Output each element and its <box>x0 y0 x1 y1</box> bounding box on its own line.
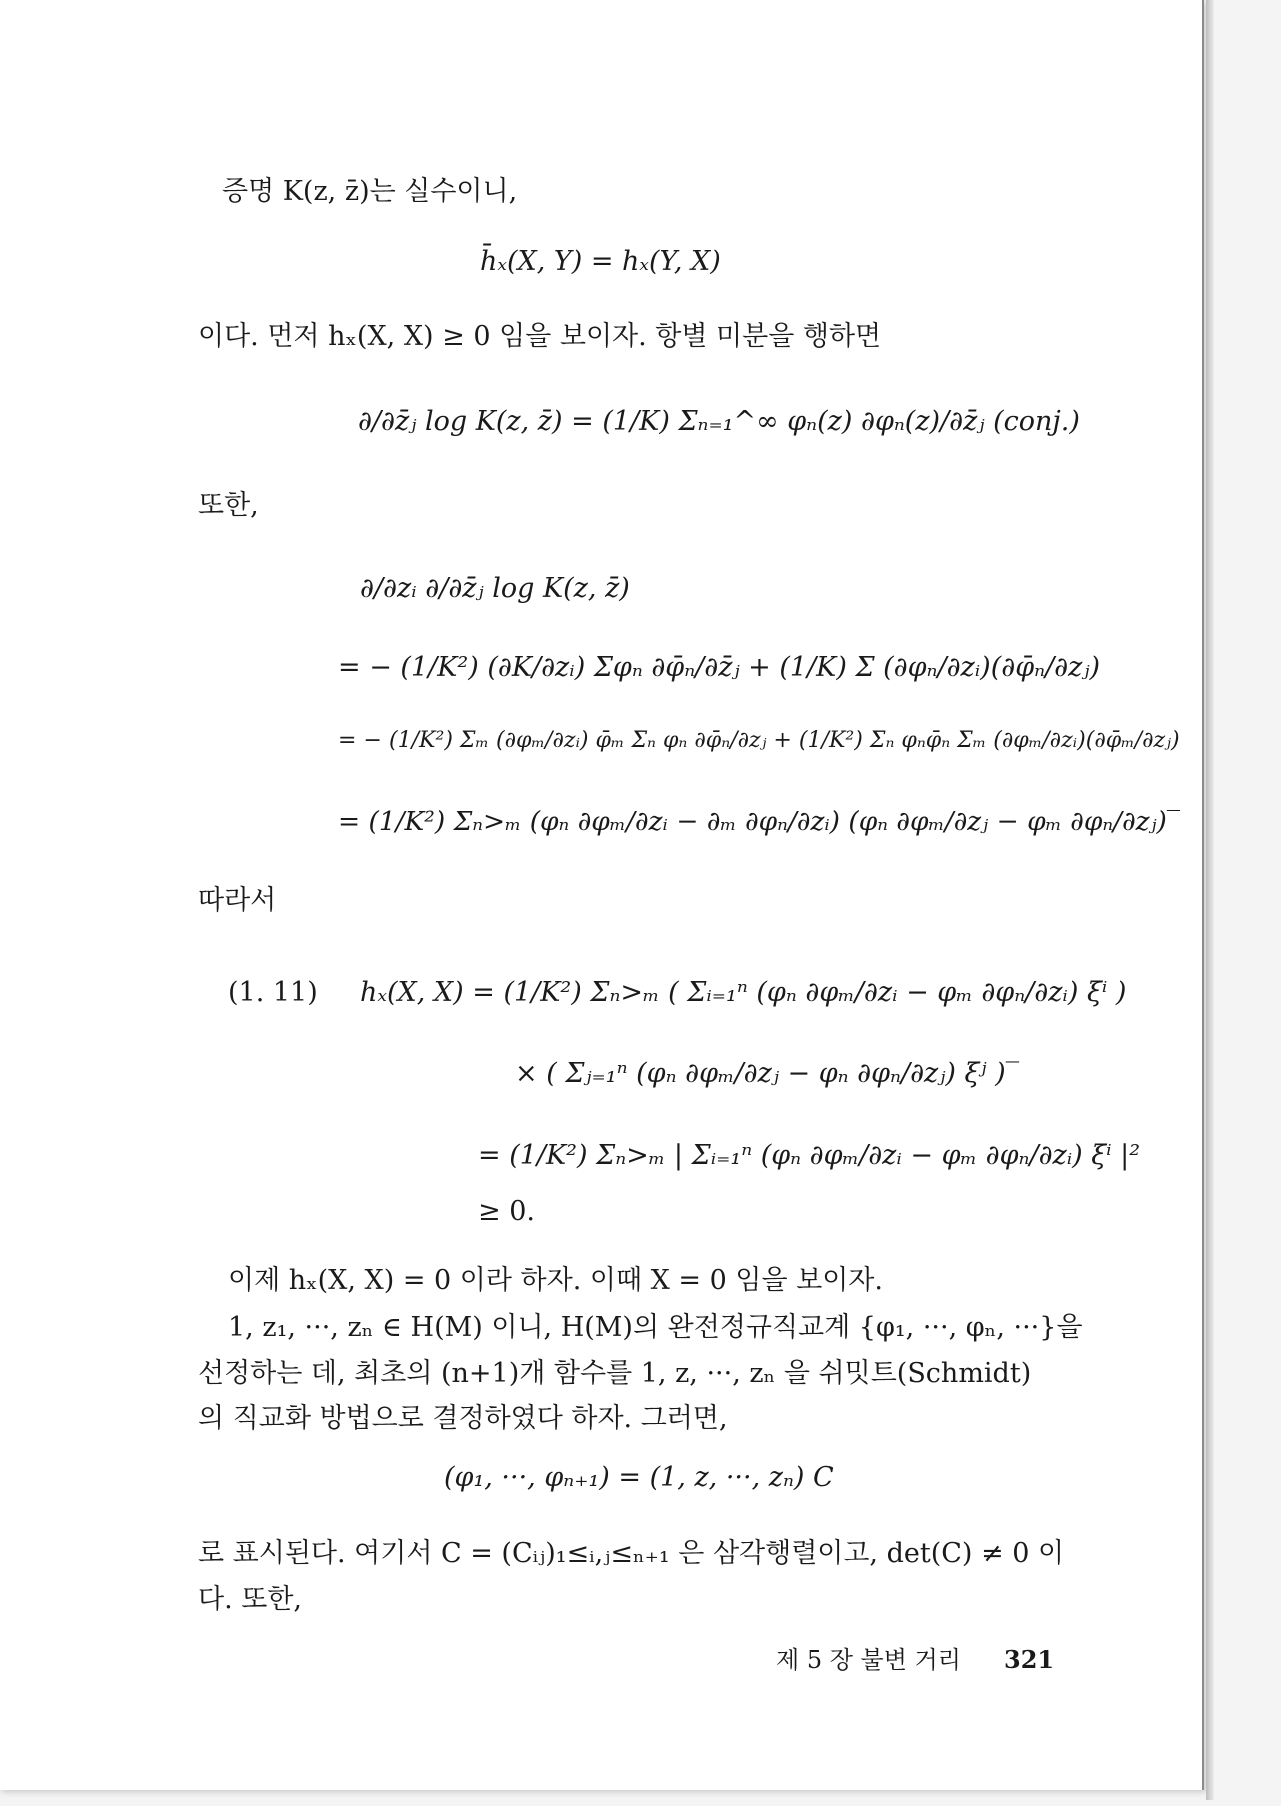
page-edge <box>1206 0 1214 1800</box>
hermitian-form-line-2: × ( Σⱼ₌₁ⁿ (φₙ ∂φₘ/∂zⱼ − φₙ ∂φₙ/∂zⱼ) ξʲ )‾ <box>515 1058 1020 1089</box>
paragraph-basis-1: 1, z₁, ···, zₙ ∈ H(M) 이니, H(M)의 완전정규직교계 {φ₁, ···, φₙ, ···}을 <box>228 1312 1083 1343</box>
also-text: 또한, <box>198 490 259 521</box>
proof-heading: 증명 K(z, z̄)는 실수이니, <box>222 176 518 207</box>
chapter-title: 제 5 장 불변 거리 <box>776 1646 961 1674</box>
log-derivative-equation: ∂/∂z̄ⱼ log K(z, z̄) = (1/K) Σₙ₌₁^∞ φₙ(z) ∂φₙ(z)/∂z̄ⱼ (conj.) <box>358 406 1080 437</box>
hermitian-form-line-1: hₓ(X, X) = (1/K²) Σₙ>ₘ ( Σᵢ₌₁ⁿ (φₙ ∂φₘ/∂zᵢ − φₘ ∂φₙ/∂zᵢ) ξⁱ ) <box>360 977 1127 1008</box>
paragraph-basis-3: 의 직교화 방법으로 결정하였다 하자. 그러면, <box>198 1403 728 1434</box>
paragraph-triangular-1: 로 표시된다. 여기서 C = (Cᵢⱼ)₁≤ᵢ,ⱼ≤ₙ₊₁ 은 삼각행렬이고, det(C) ≠ 0 이 <box>198 1538 1065 1569</box>
second-derivative-line-2: = − (1/K²) Σₘ (∂φₘ/∂zᵢ) φ̄ₘ Σₙ φₙ ∂φ̄ₙ/∂zⱼ + (1/K²) Σₙ φₙφ̄ₙ Σₘ (∂φₘ/∂zᵢ)(∂φ̄ₘ/∂zⱼ) <box>338 728 1180 753</box>
equation-tag: (1. 11) <box>228 977 318 1008</box>
paragraph-triangular-2: 다. 또한, <box>198 1584 302 1615</box>
paragraph-first: 이다. 먼저 hₓ(X, X) ≥ 0 임을 보이자. 항별 미분을 행하면 <box>198 321 882 352</box>
page-number: 321 <box>1004 1645 1055 1674</box>
paragraph-basis-2: 선정하는 데, 최초의 (n+1)개 함수를 1, z, ···, zₙ 을 쉬밋트(Schmidt) <box>198 1358 1032 1389</box>
second-derivative-head: ∂/∂zᵢ ∂/∂z̄ⱼ log K(z, z̄) <box>360 573 630 604</box>
conjugate-equation: h̄ₓ(X, Y) = hₓ(Y, X) <box>480 246 721 277</box>
hermitian-form-line-3: = (1/K²) Σₙ>ₘ | Σᵢ₌₁ⁿ (φₙ ∂φₘ/∂zᵢ − φₘ ∂φₙ/∂zᵢ) ξⁱ |² <box>478 1140 1141 1171</box>
second-derivative-line-1: = − (1/K²) (∂K/∂zᵢ) Σφₙ ∂φ̄ₙ/∂z̄ⱼ + (1/K) Σ (∂φₙ/∂zᵢ)(∂φ̄ₙ/∂zⱼ) <box>338 652 1101 683</box>
hermitian-form-line-4: ≥ 0. <box>478 1196 535 1227</box>
basis-equation: (φ₁, ···, φₙ₊₁) = (1, z, ···, zₙ) C <box>444 1462 834 1493</box>
second-derivative-line-3: = (1/K²) Σₙ>ₘ (φₙ ∂φₘ/∂zᵢ − ∂ₘ ∂φₙ/∂zᵢ) (φₙ ∂φₘ/∂zⱼ − φₘ ∂φₙ/∂zⱼ)‾ <box>338 806 1181 837</box>
therefore-text: 따라서 <box>198 885 277 916</box>
paragraph-now: 이제 hₓ(X, X) = 0 이라 하자. 이때 X = 0 임을 보이자. <box>228 1265 883 1296</box>
